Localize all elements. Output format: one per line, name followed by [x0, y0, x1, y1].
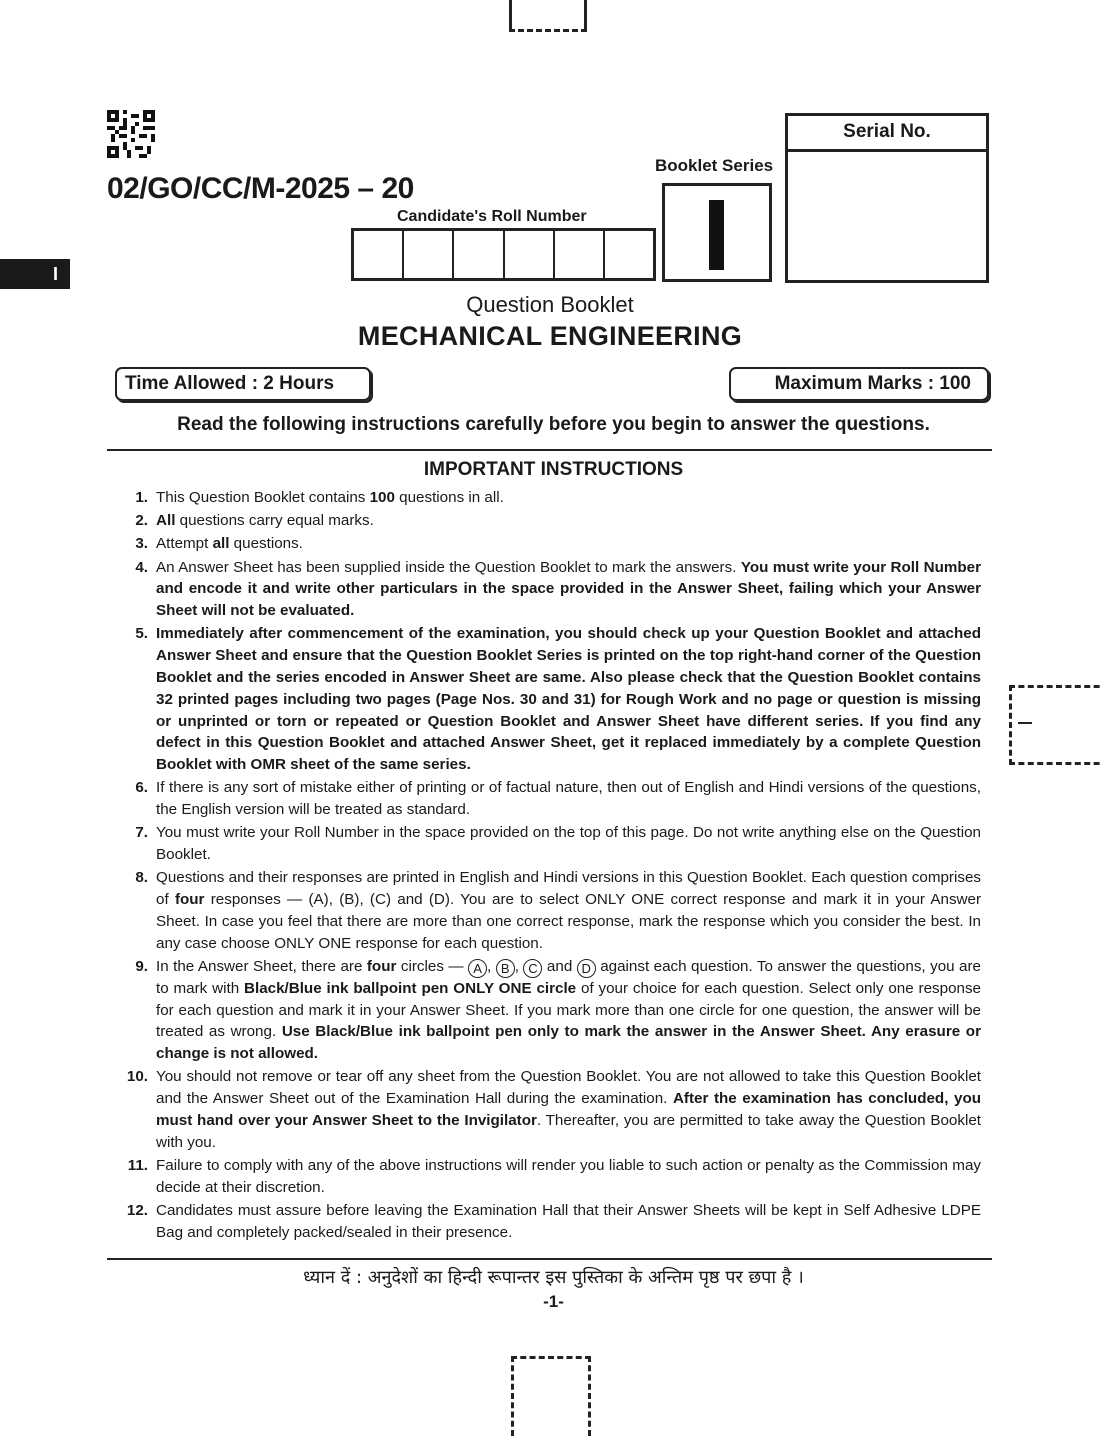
booklet-subtitle: Question Booklet: [466, 292, 634, 317]
instruction-number: 4.: [135, 558, 148, 576]
instruction-plain-text: Attempt: [156, 535, 213, 553]
instruction-text: [156, 1155, 981, 1199]
instruction-plain-text: This Question Booklet contains: [156, 489, 370, 506]
instruction-item: [118, 867, 981, 954]
roll-digit-box[interactable]: [404, 231, 454, 278]
instruction-bold-text: four: [366, 957, 397, 975]
option-circle-icon: B: [496, 959, 515, 978]
instruction-text: [156, 1200, 981, 1244]
instruction-plain-text: against each question. To answer the questions, you are to mark with: [156, 957, 982, 997]
roll-number-label: Candidate's Roll Number: [397, 208, 587, 225]
qr-code-icon: [107, 110, 155, 158]
instruction-plain-text: responses — (A), (B), (C) and (D). You are to select ONLY ONE correct response and mark it in your Answer Sheet. In case you feel that there are more than one correct response, mark the response which you consider the best. In any case choose ONLY ONE response for each question.: [156, 891, 982, 952]
instruction-item: [118, 1200, 981, 1244]
instruction-text: [156, 510, 981, 532]
option-circle-icon: C: [523, 959, 542, 978]
instruction-number: 10.: [126, 1068, 148, 1086]
instruction-plain-text: of your choice for each question. Select only one response for each question and mark it in your Answer Sheet. If you mark more than one circle for one question, the answer will be treated as wrong.: [156, 979, 981, 1041]
instruction-plain-text: Questions and their responses are printed in English and Hindi versions in this Question Booklet. Each question comprises of: [156, 869, 981, 909]
instruction-bold-text: 100: [369, 489, 395, 506]
instruction-text: [156, 777, 981, 821]
instruction-item: [118, 623, 981, 776]
instruction-bold-text: You must write your Roll Number and encode it and write other particulars in the space provided in the Answer Sheet, failing which your Answer Sheet will not be evaluated.: [156, 558, 981, 620]
roll-digit-box[interactable]: [354, 231, 404, 278]
instruction-number: 7.: [135, 824, 148, 842]
instruction-plain-text: ,: [514, 957, 524, 975]
instruction-plain-text: questions carry equal marks.: [175, 512, 374, 530]
instruction-item: [118, 510, 981, 532]
time-allowed-badge: Time Allowed : 2 Hours: [115, 367, 371, 401]
instruction-bold-text: Black/Blue ink ballpoint pen ONLY ONE circle: [244, 979, 577, 997]
instructions-list: [118, 487, 981, 1245]
instruction-plain-text: circles —: [396, 957, 469, 975]
instruction-bold-text: all: [212, 535, 230, 553]
instruction-plain-text: If there is any sort of mistake either of printing or of factual nature, then out of English and Hindi versions of the questions, the English version will be treated as standard.: [156, 779, 981, 819]
instruction-text: [156, 623, 981, 776]
instruction-text: [156, 487, 981, 509]
instruction-item: [118, 1155, 981, 1199]
roll-digit-box[interactable]: [555, 231, 605, 278]
paper-code: 02/GO/CC/M-2025 – 20: [107, 172, 414, 205]
instruction-number: 9.: [135, 957, 148, 975]
instruction-text: [156, 557, 981, 622]
instruction-number: 11.: [127, 1157, 148, 1175]
booklet-title: MECHANICAL ENGINEERING: [357, 321, 743, 351]
instruction-bold-text: Use Black/Blue ink ballpoint pen only to mark the answer in the Answer Sheet. Any erasure or change is not allowed.: [156, 1023, 981, 1063]
serial-number-label: Serial No.: [785, 113, 989, 152]
instruction-item: [118, 956, 981, 1065]
instruction-number: 8.: [135, 869, 148, 887]
instruction-bold-text: All: [156, 512, 176, 530]
instruction-number: 12.: [126, 1202, 148, 1219]
instruction-number: 2.: [135, 512, 148, 530]
instruction-bold-text: Immediately after commencement of the examination, you should check up your Question Booklet and attached Answer Sheet and ensure that the Question Booklet Series is printed on the top right-hand corner of the Question Booklet and the series encoded in Answer Sheet are same. Also please check that the Question Booklet contains 32 printed pages including two pages (Page Nos. 30 and 31) for Rough Work and no page or question is missing or unprinted or torn or repeated or Question Booklet and Answer Sheet have different series. If you find any defect in this Question Booklet and attached Answer Sheet, get it replaced immediately by a complete Question Booklet with OMR sheet of the same series.: [156, 625, 981, 774]
instruction-plain-text: Failure to comply with any of the above instructions will render you liable to such action or penalty as the Commission may decide at their discretion.: [156, 1157, 981, 1196]
instruction-plain-text: ,: [487, 957, 496, 975]
instruction-plain-text: Candidates must assure before leaving the Examination Hall that their Answer Sheets will be kept in Self Adhesive LDPE Bag and completely packed/sealed in their presence.: [156, 1202, 981, 1241]
instruction-number: 1.: [135, 489, 148, 506]
instruction-item: [118, 557, 981, 622]
instruction-bold-text: four: [174, 891, 205, 909]
instruction-item: [118, 822, 981, 866]
page-number: -1-: [543, 1292, 564, 1311]
instruction-text: [156, 533, 981, 555]
instruction-plain-text: You must write your Roll Number in the space provided on the top of this page. Do not write anything else on the Question Booklet.: [156, 824, 981, 864]
instruction-text: [156, 1066, 981, 1153]
instruction-bold-text: After the examination has concluded, you must hand over your Answer Sheet to the Invigilator: [156, 1090, 981, 1130]
instruction-item: [118, 533, 981, 555]
roll-digit-box[interactable]: [605, 231, 653, 278]
roll-digit-box[interactable]: [505, 231, 555, 278]
instruction-plain-text: questions in all.: [394, 489, 504, 506]
instruction-text: [156, 956, 981, 1065]
instruction-number: 5.: [135, 625, 148, 643]
instruction-plain-text: and: [542, 957, 577, 975]
registration-mark-bottom: [511, 1356, 591, 1436]
instruction-plain-text: questions.: [229, 535, 303, 553]
instructions-heading: IMPORTANT INSTRUCTIONS: [423, 459, 684, 480]
instruction-number: 3.: [135, 535, 148, 553]
instruction-plain-text: An Answer Sheet has been supplied inside the Question Booklet to mark the answers.: [156, 558, 741, 576]
instruction-item: [118, 777, 981, 821]
option-circle-icon: D: [577, 959, 596, 978]
read-instructions-note: Read the following instructions carefully before you begin to answer the questions.: [177, 414, 930, 435]
instruction-text: [156, 867, 981, 954]
option-circle-icon: A: [468, 959, 487, 978]
instruction-text: [156, 822, 981, 866]
instruction-number: 6.: [135, 779, 148, 797]
instruction-item: [118, 1066, 981, 1153]
registration-mark-right-tick: [1018, 722, 1032, 724]
roll-number-boxes[interactable]: [351, 228, 656, 281]
registration-mark-right: [1009, 685, 1100, 765]
instruction-item: [118, 487, 981, 509]
instruction-plain-text: You should not remove or tear off any sheet from the Question Booklet. You are not allowed to take this Question Booklet and the Answer Sheet out of the Examination Hall during the examination.: [156, 1068, 981, 1108]
divider-top: [107, 449, 992, 451]
booklet-series-side-tab: I: [0, 259, 70, 289]
booklet-series-label: Booklet Series: [655, 156, 774, 175]
registration-mark-top: [509, 0, 587, 32]
instruction-plain-text: . Thereafter, you are permitted to take away the Question Booklet with you.: [156, 1112, 982, 1151]
hindi-note: ध्यान दें : अनुदेशों का हिन्दी रूपान्तर इस पुस्तिका के अन्तिम पृष्ठ पर छपा है ।: [303, 1267, 804, 1288]
instruction-plain-text: In the Answer Sheet, there are: [156, 957, 367, 975]
roll-digit-box[interactable]: [454, 231, 504, 278]
booklet-series-mark: [709, 200, 724, 270]
divider-bottom: [107, 1258, 992, 1260]
maximum-marks-badge: Maximum Marks : 100: [729, 367, 989, 401]
